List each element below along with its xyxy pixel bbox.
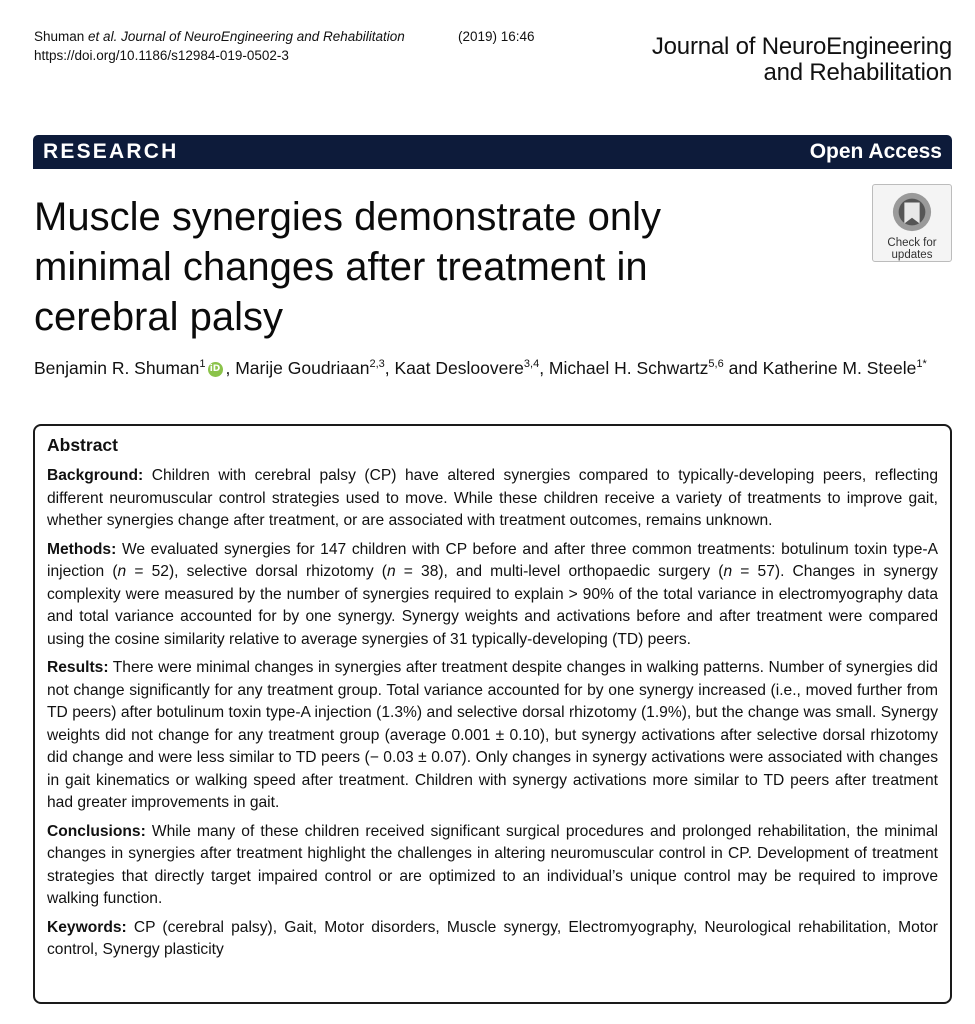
abstract-heading: Abstract [47, 435, 118, 455]
section-label: Results: [47, 659, 109, 676]
citation-authors: Shuman [34, 29, 89, 44]
section-label: Conclusions: [47, 822, 146, 840]
citation-year: (2019) 16:46 [458, 29, 535, 44]
check-for-updates-text: Check for updates [887, 237, 937, 261]
author-name: Kaat Desloovere [394, 358, 524, 378]
citation-line [34, 27, 535, 46]
section-label: Background: [47, 467, 144, 484]
orcid-icon[interactable]: iD [208, 362, 223, 377]
abstract-conclusions: Conclusions: While many of these children received significant surgical procedures and prolonged rehabilitation, the minimal changes in synergies after treatment highlight the challenges in altering neuromuscular control in CP. Development of treatment strategies that directly target impaired control or are optimized to an individual’s unique control may be required to improve walking function. [47, 822, 938, 907]
abstract-box [33, 424, 952, 1004]
check-for-updates-badge[interactable] [872, 184, 952, 262]
section-label: Methods: [47, 540, 117, 558]
author-affiliation: 2,3 [369, 358, 385, 371]
journal-logo-line2: and Rehabilitation [763, 59, 952, 86]
author-name: Michael H. Schwartz [548, 358, 709, 378]
author-list: Benjamin R. Shuman$^1$ iD , Marije Goudriaan$^{2,3}$, Kaat Desloovere$^{3,4}$, Michael H. Schwartz$^{5,6}$ and Katherine M. Steele$^{1*}$ [34, 358, 927, 378]
author-affiliation: 5,6 [708, 358, 724, 371]
author-name: Katherine M. Steele [762, 358, 917, 378]
check-for-updates-icon [890, 191, 934, 233]
article-type-band [33, 135, 952, 169]
article-type-label: RESEARCH [43, 140, 179, 163]
author-affiliation: 1* [916, 358, 927, 371]
article-title: Muscle synergies demonstrate only minimal changes after treatment in cerebral palsy [34, 195, 661, 339]
open-access-label: Open Access [809, 140, 942, 163]
author-affiliation: 1 [199, 358, 206, 371]
author-affiliation: 3,4 [523, 358, 540, 371]
author-name: Marije Goudriaan [235, 358, 370, 378]
section-label: Keywords: [47, 918, 127, 936]
citation-header [34, 27, 535, 65]
doi-link[interactable]: https://doi.org/10.1186/s12984-019-0502-3 [34, 48, 289, 63]
abstract-results: Results: There were minimal changes in synergies after treatment despite changes in walking patterns. Number of synergies did not change significantly for any treatment group. Total variance accounted for by one synergy increased (i.e., moved further from TD peers) after botulinum toxin type-A injection (1.3%) and selective dorsal rhizotomy (1.9%), but the change was small. Synergy weights did not change for any treatment group (average 0.001 ± 0.10), but synergy activations after selective dorsal rhizotomy did change and were less similar to TD peers (− 0.03 ± 0.07). Only changes in synergy activations were associated with changes in gait kinematics or walking speed after treatment. Children with synergy activations more similar to TD peers after treatment had greater improvements in gait. [47, 659, 938, 811]
author-name: Benjamin R. Shuman [34, 358, 200, 378]
abstract-keywords: Keywords: CP (cerebral palsy), Gait, Motor disorders, Muscle synergy, Electromyography, Neurological rehabilitation, Motor control, Synergy plasticity [47, 918, 938, 958]
abstract-background: Background: Children with cerebral palsy (CP) have altered synergies compared to typically-developing peers, reflecting different neuromuscular control strategies used to move. While these children receive a variety of treatments to improve gait, whether synergies change after treatment, or are associated with treatment outcomes, remains unknown. [47, 467, 938, 529]
journal-logo-line1: Journal of NeuroEngineering [651, 33, 952, 60]
citation-journal: Journal of NeuroEngineering and Rehabilitation [121, 29, 405, 44]
abstract-methods: Methods: We evaluated synergies for 147 children with CP before and after three common treatments: botulinum toxin type-A injection (n = 52), selective dorsal rhizotomy (n = 38), and multi-level orthopaedic surgery (n = 57). Changes in synergy complexity were measured by the number of synergies required to explain > 90% of the total variance in electromyography data and total variance accounted for by one synergy. Synergy weights and activations before and after treatment were compared using the cosine similarity relative to average synergies of 31 typically-developing (TD) peers. [47, 540, 938, 648]
journal-logo [652, 34, 952, 86]
citation-etal: et al. [88, 29, 118, 44]
